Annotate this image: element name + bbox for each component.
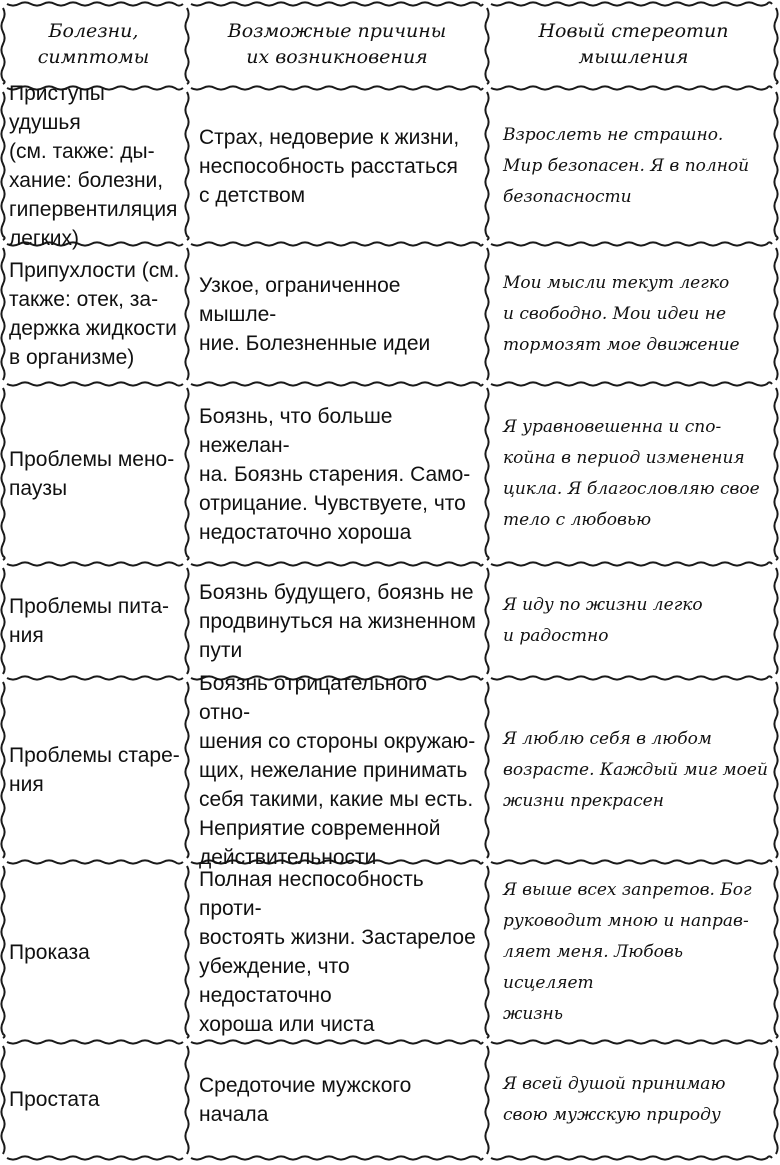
table-row-2-disease [0, 384, 187, 564]
table-row-0-cause [187, 88, 487, 244]
disease-text: Приступы удушья (см. также: ды- хание: болезни, гипервентиляция легких) [9, 82, 178, 250]
disease-text: Припухлости (см. также: отек, за- держка жидкости в организме) [9, 259, 180, 369]
cause-text: Узкое, ограниченное мышле- ние. Болезненные идеи [199, 273, 431, 355]
header-causes-label: Возможные причины их возникновения [227, 20, 447, 68]
table-row-6-cause [187, 1042, 487, 1157]
table-row-6-disease [0, 1042, 187, 1157]
disease-text: Проблемы мено- паузы [9, 448, 175, 500]
affirmation-text: Взрослеть не страшно. Мир безопасен. Я в полной безопасности [503, 124, 750, 207]
affirmation-text: Я уравновешенна и спо- койна в период изменения цикла. Я благословляю свое тело с любовью [503, 417, 760, 530]
affirmation-text: Я иду по жизни легко и радостно [503, 595, 703, 646]
header-new-thinking-label: Новый стереотип мышления [538, 20, 729, 68]
cause-text: Страх, недоверие к жизни, неспособность расстаться с детством [199, 125, 460, 207]
table-row-5-cause [187, 862, 487, 1042]
table-row-3-disease [0, 564, 187, 678]
cause-text: Боязнь, что больше нежелан- на. Боязнь старения. Само- отрицание. Чувствуете, что недостаточно хороша [199, 404, 471, 544]
table-row-1-cause [187, 244, 487, 384]
cause-text: Средоточие мужского начала [199, 1073, 412, 1126]
table-row-4-disease [0, 678, 187, 862]
header-diseases [0, 0, 187, 88]
affirmation-text: Мои мысли текут легко и свободно. Мои идеи не тормозят мое движение [503, 272, 740, 355]
disease-text: Простата [9, 1088, 100, 1111]
header-new-thinking [487, 0, 780, 88]
table-row-1-disease [0, 244, 187, 384]
table-row-2-cause [187, 384, 487, 564]
table-row-2-affirmation [487, 384, 780, 564]
disease-text: Проблемы старе- ния [9, 744, 180, 796]
cause-text: Боязнь будущего, боязнь не продвинуться на жизненном пути [199, 580, 476, 662]
table-row-1-affirmation [487, 244, 780, 384]
cause-text: Боязнь отрицательного отно- шения со стороны окружаю- щих, нежелание принимать себя такими, какие мы есть. Неприятие современной действительности [199, 671, 476, 869]
table-row-5-affirmation [487, 862, 780, 1042]
affirmation-text: Я выше всех запретов. Бог руководит мною и направ- ляет меня. Любовь исцеляет жизнь [503, 879, 752, 1024]
header-diseases-label: Болезни, симптомы [37, 20, 150, 68]
disease-text: Проказа [9, 940, 90, 964]
table-row-5-disease [0, 862, 187, 1042]
affirmation-text: Я люблю себя в любом возрасте. Каждый миг моей жизни прекрасен [503, 728, 768, 811]
table-row-0-disease [0, 82, 187, 250]
table-row-3-cause [187, 564, 487, 678]
disease-text: Проблемы пита- ния [9, 595, 169, 647]
table-row-4-affirmation [487, 678, 780, 862]
table-row-4-cause [187, 671, 487, 869]
table-row-3-affirmation [487, 564, 780, 678]
cause-text: Полная неспособность проти- востоять жизни. Застарелое убеждение, что недостаточно хороша или чиста [199, 868, 476, 1036]
affirmation-text: Я всей душой принимаю свою мужскую природу [503, 1073, 726, 1125]
header-causes [187, 0, 487, 88]
table-row-0-affirmation [487, 88, 780, 244]
table-row-6-affirmation [487, 1042, 780, 1157]
